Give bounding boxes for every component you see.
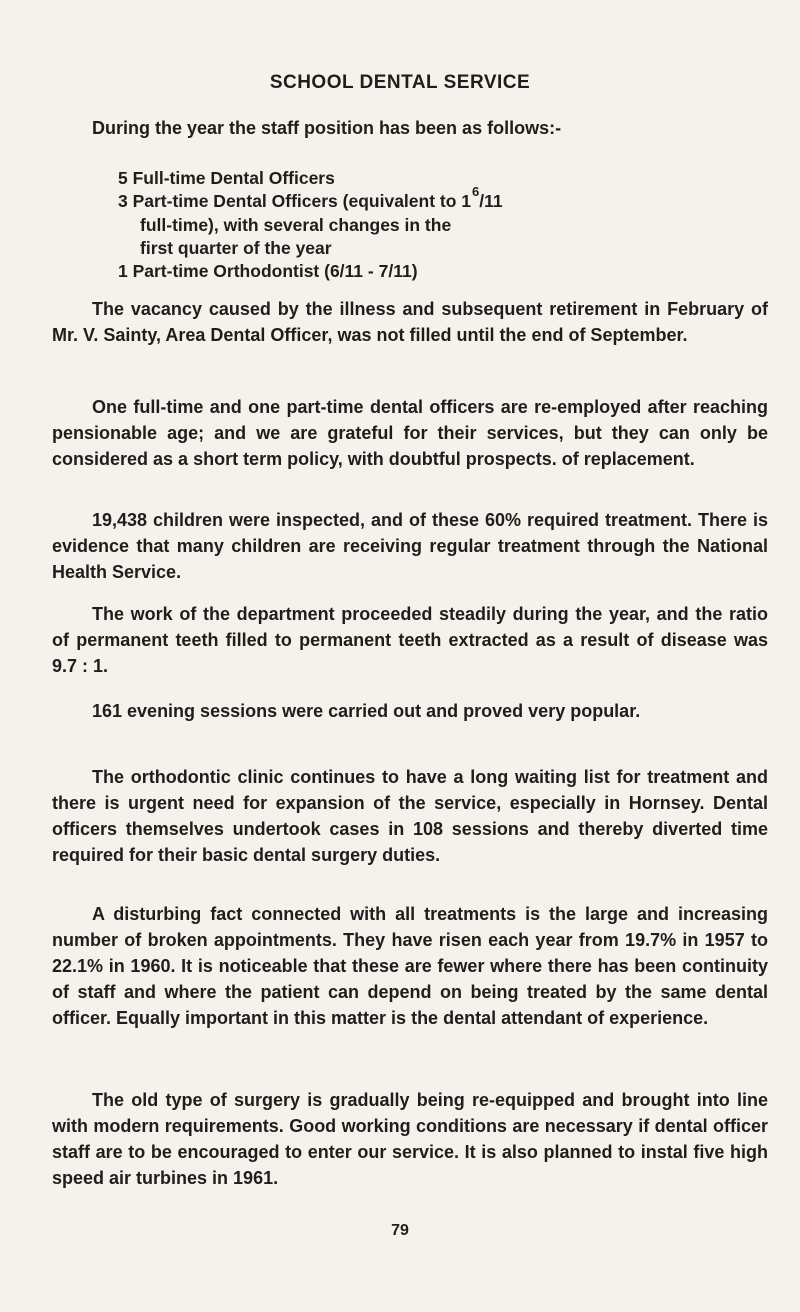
intro-text: During the year the staff position has been as follows:- — [92, 118, 562, 138]
page-number: 79 — [391, 1222, 409, 1239]
fraction-denominator: /11 — [479, 191, 503, 211]
fraction-superscript: 6 — [472, 184, 480, 199]
staff-line-parttime-cont1: full-time), with several changes in the — [140, 215, 452, 235]
staff-line-parttime-cont2: first quarter of the year — [140, 238, 332, 258]
staff-line-fulltime: 5 Full-time Dental Officers — [118, 168, 335, 188]
staff-line-parttime — [118, 184, 503, 214]
staff-line-parttime-text: 3 Part-time Dental Officers (equivalent to 1 — [118, 191, 472, 211]
paragraph-work: The work of the department proceeded steadily during the year, and the ratio of permanent teeth filled to permanent teeth extracted as a result of disease was 9.7 : 1. — [52, 604, 768, 676]
staff-line-orthodontist: 1 Part-time Orthodontist (6/11 - 7/11) — [118, 261, 418, 281]
paragraph-appointments: A disturbing fact connected with all treatments is the large and increasing number of broken appointments. They have risen each year from 19.7% in 1957 to 22.1% in 1960. It is noticeable that these are fewer where there has been continuity of staff and where the patient can depend on being treated by the same dental officer. Equally important in this matter is the dental attendant of experience. — [52, 904, 768, 1028]
paragraph-inspections: 19,438 children were inspected, and of these 60% required treatment. There is evidence that many children are receiving regular treatment through the National Health Service. — [52, 510, 768, 582]
staff-list — [118, 167, 503, 283]
page-title: SCHOOL DENTAL SERVICE — [269, 72, 531, 93]
paragraph-reemployed: One full-time and one part-time dental officers are re-employed after reaching pensionable age; and we are grateful for their services, but they can only be considered as a short term policy, with doubtful prospects. of replacement. — [52, 397, 768, 469]
paragraph-surgery: The old type of surgery is gradually being re-equipped and brought into line with modern requirements. Good working conditions are necessary if dental officer staff are to be encouraged to enter our service. It is also planned to instal five high speed air turbines in 1961. — [52, 1090, 768, 1188]
paragraph-vacancy: The vacancy caused by the illness and subsequent retirement in February of Mr. V. Sainty, Area Dental Officer, was not filled until the end of September. — [52, 299, 768, 345]
paragraph-orthodontic: The orthodontic clinic continues to have a long waiting list for treatment and there is urgent need for expansion of the service, especially in Hornsey. Dental officers themselves undertook cases in 108 sessions and thereby diverted time required for their basic dental surgery duties. — [52, 767, 768, 865]
paragraph-evening-sessions: 161 evening sessions were carried out and proved very popular. — [92, 701, 641, 721]
